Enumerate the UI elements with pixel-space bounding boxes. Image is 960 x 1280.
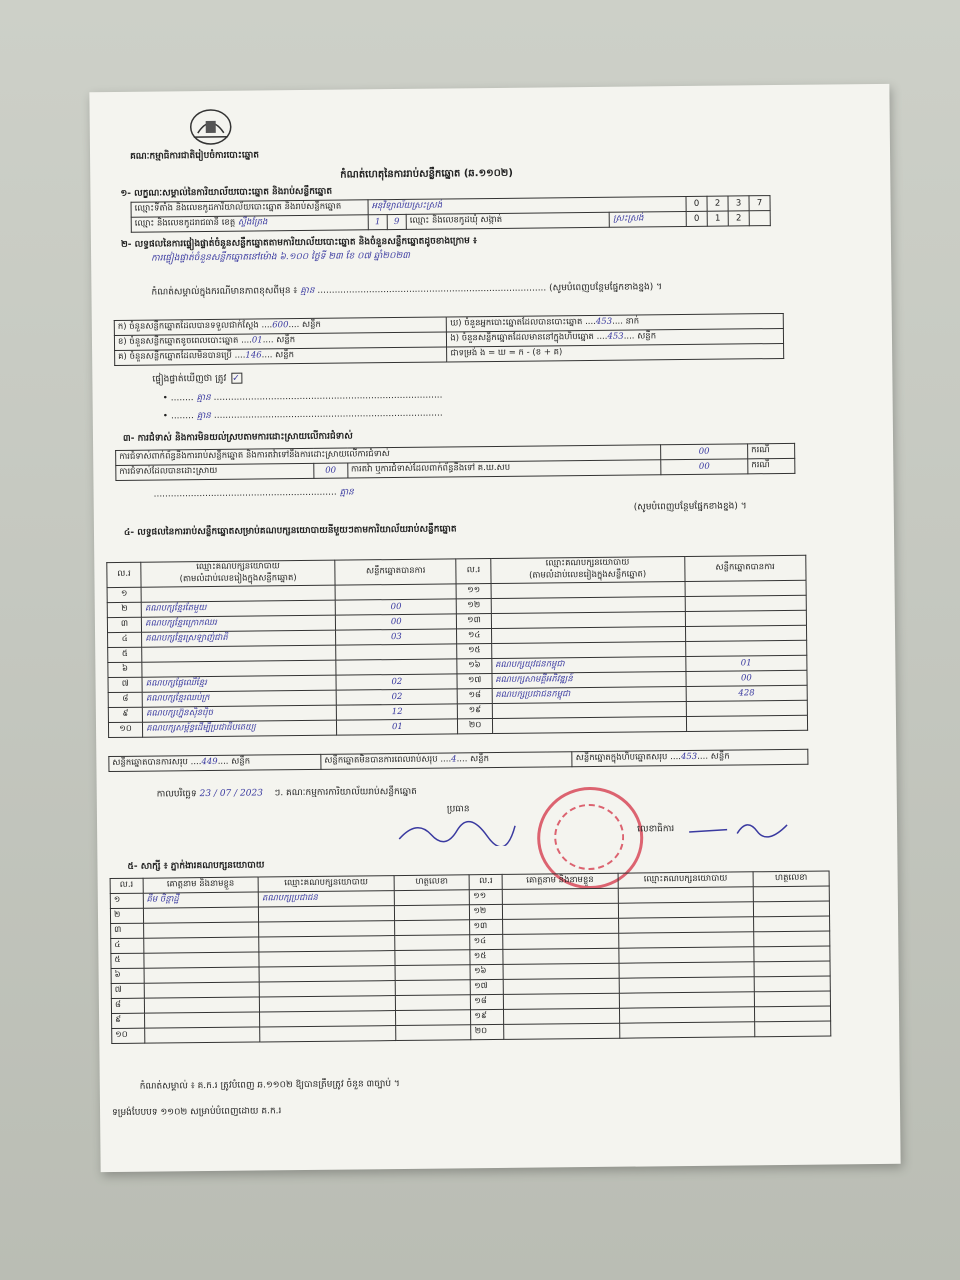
row-e: ង) ចំនួនសន្លឹកឆ្នោតដែលមាននៅក្នុងហិបឆ្នោត ....453.... សន្លឹក xyxy=(447,328,784,347)
vote-count: 00 xyxy=(686,670,808,686)
date-value: 23 / 07 / 2023 xyxy=(199,788,263,800)
col-votes: សន្លឹកឆ្នោតបានការ xyxy=(684,555,806,581)
party-name: គណបក្សខ្មែរក្រោកឈរ xyxy=(142,615,336,632)
province-code-digit: 9 xyxy=(387,214,406,229)
party-name xyxy=(492,717,686,734)
party-name: គណបក្សខ្មែរឈប់ក្រ xyxy=(142,690,336,707)
witness-no: ៤ xyxy=(111,938,144,953)
vote-count xyxy=(335,584,456,600)
witness-name xyxy=(503,978,619,994)
commune-code-digit: 0 xyxy=(686,211,707,226)
witness-signature xyxy=(394,905,470,921)
witness-signature xyxy=(395,950,471,966)
witness-signature xyxy=(754,976,830,992)
row-d-label: ឃ) ចំនួនអ្នកបោះឆ្នោតដែលបានបោះឆ្នោត xyxy=(450,317,583,329)
witness-party xyxy=(260,1026,396,1042)
total-box-unit: សន្លឹក xyxy=(710,751,730,762)
witness-name xyxy=(144,1012,260,1028)
witness-signature xyxy=(395,995,471,1011)
witness-party xyxy=(259,921,395,937)
vote-count xyxy=(685,595,807,611)
vote-count xyxy=(686,700,808,716)
ballot-count-form xyxy=(89,84,900,1172)
ballot-reconciliation-table xyxy=(114,313,784,366)
row-c: គ) ចំនួនសន្លឹកឆ្នោតដែលមិនបានប្រើ ....146.... សន្លឹក xyxy=(115,347,447,365)
location-code-digit: 7 xyxy=(749,196,770,211)
party-name: គណបក្សខ្មែរតែមួយ xyxy=(141,600,335,617)
nec-logo-icon xyxy=(188,107,234,147)
committee-name: គណៈកម្មាធិការជាតិរៀបចំការបោះឆ្នោត xyxy=(129,150,260,162)
witness-col-name: គោត្តនាម និងនាមខ្លួន xyxy=(502,873,618,889)
row-a-unit: សន្លឹក xyxy=(301,319,321,331)
witness-name xyxy=(502,903,618,919)
vote-count: 01 xyxy=(685,655,807,671)
note1-label: កំណត់សម្គាល់ក្នុងករណីមានភាពខុសពីមុន ៖ xyxy=(151,286,298,298)
row-no: ៥ xyxy=(108,647,142,662)
location-code-digit: 0 xyxy=(686,196,707,211)
province-code-digit: 1 xyxy=(368,215,387,230)
row-no: ១៧ xyxy=(457,674,491,689)
witness-col-no: ល.រ xyxy=(470,874,503,889)
witness-col-name: គោត្តនាម និងនាមខ្លួន xyxy=(143,877,259,893)
col-party-sub: (តាមលំដាប់លេខរៀងក្នុងសន្លឹកឆ្នោត) xyxy=(529,569,647,581)
date-label: កាលបរិច្ឆេទ xyxy=(156,789,197,800)
note1: កំណត់សម្គាល់ក្នុងករណីមានភាពខុសពីមុន ៖ គ្មាន ................................................................................ (សូមបំពេញបន្ថែមផ្នែកខាងខ្នង) ។ xyxy=(151,282,663,298)
note2-value: គ្មាន xyxy=(196,392,211,404)
date-line xyxy=(157,787,417,801)
vote-count: 00 xyxy=(335,614,456,630)
location-code-digit: 2 xyxy=(707,196,728,211)
chair-signature xyxy=(397,816,517,847)
party-name: គណបក្សសម្ព័ន្ធដើម្បីប្រជាធិបតេយ្យ xyxy=(143,720,337,737)
row-no: ១៤ xyxy=(457,629,491,644)
location-code-digit: 3 xyxy=(728,196,749,211)
section1-title: ១- លក្ខណៈសម្គាល់នៃការិយាល័យបោះឆ្នោត និងរាប់សន្លឹកឆ្នោត xyxy=(120,186,333,199)
vote-count xyxy=(686,715,808,731)
witness-no: ៧ xyxy=(111,983,144,998)
witness-name xyxy=(144,1027,260,1043)
note2: • ........ គ្មាន ................................................................................ xyxy=(162,390,443,404)
vote-count xyxy=(336,644,457,660)
row-a-value: 600 xyxy=(272,320,289,331)
section3-note: ................................................................ គ្មាន xyxy=(153,487,354,500)
witness-name xyxy=(143,922,259,938)
row-no: ៤ xyxy=(108,632,142,647)
row-c-unit: សន្លឹក xyxy=(275,350,295,361)
section3-hint: (សូមបំពេញបន្ថែមផ្នែកខាងខ្នង) ។ xyxy=(633,501,747,513)
witness-signature xyxy=(754,961,830,977)
witness-no: ៣ xyxy=(111,923,144,938)
section4-title: ៤- លទ្ធផលនៃការរាប់សន្លឹកឆ្នោតសម្រាប់គណបក្សនយោបាយនីមួយៗតាមការិយាល័យរាប់សន្លឹកឆ្នោត xyxy=(123,524,457,538)
complaints-table xyxy=(115,443,795,481)
witness-no: ១០ xyxy=(112,1028,145,1043)
province-label xyxy=(131,215,368,232)
party-name: គណបក្សយុវជនកម្ពុជា xyxy=(492,657,686,674)
row-a: ក) ចំនួនសន្លឹកឆ្នោតដែលបានទទួលជាក់ស្តែង ....600.... សន្លឹក xyxy=(114,317,446,335)
witness-party xyxy=(259,906,395,922)
party-name: គណបក្សផ្លែឈើខ្មែរ xyxy=(142,675,336,692)
row-no: ១ xyxy=(107,587,141,602)
witness-signature xyxy=(395,980,471,996)
location-value: អនុវិទ្យាល័យស្រះស្រង់ xyxy=(368,196,686,214)
witness-party xyxy=(260,996,396,1012)
totals-table xyxy=(108,749,808,772)
row-no: ១៩ xyxy=(458,704,492,719)
row-no: ៨ xyxy=(108,692,142,707)
row-no: ២ xyxy=(107,602,141,617)
witness-name xyxy=(144,982,260,998)
witness-name xyxy=(143,952,259,968)
note3-value: គ្មាន xyxy=(196,410,212,422)
witness-no: ១១ xyxy=(470,889,503,904)
note1-value: គ្មាន xyxy=(300,285,315,297)
witness-signature xyxy=(754,946,830,962)
row-no: ៦ xyxy=(108,662,142,677)
row-no: ៧ xyxy=(108,677,142,692)
section5-title: ៥- សាក្សី ៖ ភ្នាក់ងារគណបក្សនយោបាយ xyxy=(127,860,265,872)
witness-signature xyxy=(395,1010,471,1026)
witness-no: ១៧ xyxy=(471,979,504,994)
committee-label: ៗ. គណៈកម្មការការិយាល័យរាប់សន្លឹកឆ្នោត xyxy=(274,786,417,799)
witness-no: ១៤ xyxy=(470,934,503,949)
vote-count xyxy=(685,610,807,626)
vote-count: 02 xyxy=(336,689,457,705)
witness-col-sign: ហត្ថលេខា xyxy=(394,875,470,891)
resolved-value: 00 xyxy=(314,463,348,478)
total-invalid-label: សន្លឹកឆ្នោតមិនបានការពេលរាប់សរុប xyxy=(324,754,438,766)
row-d-value: 453 xyxy=(595,316,613,327)
vote-count: 428 xyxy=(686,685,808,701)
col-party-title: ឈ្មោះគណបក្សនយោបាយ xyxy=(196,561,280,573)
witness-signature xyxy=(394,935,470,951)
complaints-label: ការជំទាស់ពាក់ព័ន្ធនឹងការរាប់សន្លឹកឆ្នោត និងការតវ៉ាទៅនឹងការដោះស្រាយលើការជំទាស់ xyxy=(116,445,661,466)
location-table xyxy=(131,195,771,233)
location-label: ឈ្មោះទីតាំង និងលេខកូដការិយាល័យបោះឆ្នោត និងរាប់សន្លឹកឆ្នោត xyxy=(131,200,368,217)
row-b: ខ) ចំនួនសន្លឹកឆ្នោតខូចពេលបោះឆ្នោត ....01.... សន្លឹក xyxy=(114,332,446,350)
row-no: ២០ xyxy=(458,719,492,734)
witness-table xyxy=(110,871,832,1045)
witness-signature xyxy=(754,916,830,932)
footnote: កំណត់សម្គាល់ ៖ គ.ក.រ ត្រូវបំពេញ ឆ.១១០២ ឱ្យបានត្រឹមត្រូវ ចំនួន ៣ច្បាប់ ។ xyxy=(139,1079,400,1092)
row-e-label: ង) ចំនួនសន្លឹកឆ្នោតដែលមាននៅក្នុងហិបឆ្នោត xyxy=(450,331,594,344)
row-e-unit: សន្លឹក xyxy=(637,331,657,342)
complaints-value: 00 xyxy=(661,444,748,460)
vote-count xyxy=(685,580,807,596)
verification-result xyxy=(152,373,244,386)
form-note: ទម្រង់បែបបទ ១១០២ សម្រាប់បំពេញដោយ គ.ក.រ xyxy=(112,1106,282,1119)
col-party-sub: (តាមលំដាប់លេខរៀងក្នុងសន្លឹកឆ្នោត) xyxy=(179,573,297,585)
row-no: ១៨ xyxy=(458,689,492,704)
total-valid-value: 449 xyxy=(201,756,218,768)
document-title: កំណត់ហេតុនៃការរាប់សន្លឹកឆ្នោត (ឆ.១១០២) xyxy=(340,167,513,181)
party-name: គណបក្សសាមគ្គីអភិវឌ្ឍន៍ xyxy=(492,672,686,689)
total-box-label: សន្លឹកឆ្នោតក្នុងហិបឆ្នោតសរុប xyxy=(575,752,668,764)
col-party xyxy=(141,560,335,587)
secretary-signature xyxy=(687,813,797,842)
witness-name xyxy=(504,1008,620,1024)
escalated-unit: ករណី xyxy=(748,458,795,473)
vote-count: 03 xyxy=(336,629,457,645)
resolved-label: ការជំទាស់ដែលបានដោះស្រាយ xyxy=(116,463,314,480)
row-no: ១១ xyxy=(457,584,491,599)
witness-name xyxy=(503,963,619,979)
witness-no: ៨ xyxy=(111,998,144,1013)
note1-hint: (សូមបំពេញបន្ថែមផ្នែកខាងខ្នង) ។ xyxy=(549,282,663,294)
total-valid-label: សន្លឹកឆ្នោតបានការសរុប xyxy=(112,757,188,769)
commune-label: ឈ្មោះ និងលេខកូដឃុំ សង្កាត់ xyxy=(406,212,610,229)
witness-name xyxy=(503,918,619,934)
witness-no: ១ xyxy=(110,893,143,908)
note3: • ........ គ្មាន ................................................................................ xyxy=(162,408,443,422)
witness-no: ១៥ xyxy=(470,949,503,964)
witness-no: ១៩ xyxy=(471,1009,504,1024)
vote-count: 01 xyxy=(337,719,458,735)
witness-signature xyxy=(394,920,470,936)
witness-party xyxy=(618,887,754,903)
witness-signature xyxy=(395,1025,471,1041)
witness-no: ៦ xyxy=(111,968,144,983)
total-invalid-unit: សន្លឹក xyxy=(470,754,490,765)
witness-signature xyxy=(755,1021,831,1037)
witness-party xyxy=(619,962,755,978)
row-a-label: ក) ចំនួនសន្លឹកឆ្នោតដែលបានទទួលជាក់ស្តែង xyxy=(117,320,259,332)
witness-party: គណបក្សប្រជាជន xyxy=(258,891,394,907)
witness-signature xyxy=(754,931,830,947)
witness-party xyxy=(619,992,755,1008)
witness-party xyxy=(260,1011,396,1027)
witness-no: ១២ xyxy=(470,904,503,919)
witness-name xyxy=(503,993,619,1009)
col-votes: សន្លឹកឆ្នោតបានការ xyxy=(335,559,457,585)
witness-party xyxy=(259,966,395,982)
total-box: សន្លឹកឆ្នោតក្នុងហិបឆ្នោតសរុប ....453.... សន្លឹក xyxy=(572,749,808,766)
vote-count xyxy=(685,640,807,656)
witness-signature xyxy=(753,886,829,902)
witness-no: ១៣ xyxy=(470,919,503,934)
secretary-label: លេខាធិការ xyxy=(637,824,675,835)
row-e-value: 453 xyxy=(607,331,624,342)
witness-name xyxy=(143,907,259,923)
commune-code-digit: 2 xyxy=(728,211,749,226)
witness-name xyxy=(143,937,259,953)
escalated-label: ការតវ៉ា ឬការជំទាស់ដែលពាក់ព័ន្ធនឹងទៅ គ.ឃ.សប xyxy=(347,460,661,478)
witness-party xyxy=(259,951,395,967)
witness-signature xyxy=(394,890,470,906)
row-b-unit: សន្លឹក xyxy=(276,335,296,346)
vote-count: 00 xyxy=(335,599,456,615)
witness-no: ២ xyxy=(110,908,143,923)
row-no: ១០ xyxy=(108,722,142,737)
witness-party xyxy=(259,936,395,952)
witness-no: ៥ xyxy=(111,953,144,968)
party-name: គណបក្សប្រជាជនកម្ពុជា xyxy=(492,687,686,704)
row-no: ១២ xyxy=(457,599,491,614)
witness-party xyxy=(618,902,754,918)
row-b-label: ខ) ចំនួនសន្លឹកឆ្នោតខូចពេលបោះឆ្នោត xyxy=(117,335,239,347)
vote-count: 12 xyxy=(336,704,457,720)
commune-value: ស្រះស្រង់ xyxy=(610,211,687,227)
witness-party xyxy=(619,947,755,963)
witness-col-party: ឈ្មោះគណបក្សនយោបាយ xyxy=(618,872,754,888)
section3-title: ៣- ការជំទាស់ និងការមិនយល់ស្របតាមការដោះស្រាយលើការជំទាស់ xyxy=(122,431,353,444)
vote-count xyxy=(685,625,807,641)
escalated-value: 00 xyxy=(661,459,748,475)
witness-no: ១៦ xyxy=(470,964,503,979)
col-party xyxy=(490,557,684,584)
section2-title: ២- លទ្ធផលនៃការផ្ទៀងផ្ទាត់ចំនួនសន្លឹកឆ្នោតតាមការិយាល័យបោះឆ្នោត និងចំនួនសន្លឹកឆ្នោតដូចខាងក្រោម ៖ xyxy=(120,236,478,250)
witness-name xyxy=(144,997,260,1013)
witness-name xyxy=(503,933,619,949)
row-b-value: 01 xyxy=(251,335,263,346)
witness-party xyxy=(618,932,754,948)
witness-name xyxy=(144,967,260,983)
total-invalid-value: 4 xyxy=(451,754,457,765)
formula: ជាទម្រង់ ង = ឃ = ក - (ខ + គ) xyxy=(447,343,784,362)
vote-count: 02 xyxy=(336,674,457,690)
total-box-value: 453 xyxy=(680,751,698,763)
total-invalid: សន្លឹកឆ្នោតមិនបានការពេលរាប់សរុប ....4.... សន្លឹក xyxy=(321,752,573,770)
row-c-value: 146 xyxy=(245,350,262,361)
witness-name xyxy=(502,888,618,904)
party-name: គណបក្សខ្មែរស្រឡាញ់ជាតិ xyxy=(142,630,336,647)
witness-name xyxy=(503,948,619,964)
province-label-text: ឈ្មោះ និងលេខកូដរាជធានី ខេត្ត xyxy=(134,217,236,229)
witness-no: ១៨ xyxy=(471,994,504,1009)
section3-note-value: គ្មាន xyxy=(339,487,354,498)
province-value: ស្ទឹងត្រែង xyxy=(237,217,268,228)
verification-time: ការផ្ទៀងផ្ទាត់ចំនួនសន្លឹកឆ្នោតនៅម៉ោង ៦.១០០ ថ្ងៃទី ២៣ ខែ ០៧ ឆ្នាំ២០២៣ xyxy=(151,250,410,264)
witness-signature xyxy=(755,1006,831,1022)
verification-result-text: ផ្ទៀងផ្ទាត់ឃើញថា ត្រូវ xyxy=(152,373,227,385)
row-no: ៣ xyxy=(107,617,141,632)
witness-party xyxy=(619,1007,755,1023)
commune-code-digit: 1 xyxy=(707,211,728,226)
witness-party xyxy=(618,917,754,933)
row-no: ១៦ xyxy=(457,659,491,674)
witness-no: ២០ xyxy=(471,1024,504,1039)
col-no: ល.រ xyxy=(107,562,141,587)
total-valid-unit: សន្លឹក xyxy=(231,756,251,767)
col-party-title: ឈ្មោះគណបក្សនយោបាយ xyxy=(545,557,630,569)
row-no: ១៣ xyxy=(457,614,491,629)
row-no: ៩ xyxy=(108,707,142,722)
row-d: ឃ) ចំនួនអ្នកបោះឆ្នោតដែលបានបោះឆ្នោត ....453.... នាក់ xyxy=(447,313,784,332)
complaints-unit: ករណី xyxy=(748,443,795,458)
party-name: គណបក្សហ្វ៊ុនស៊ិនប៉ិច xyxy=(143,705,337,722)
chair-label: ប្រធាន xyxy=(446,804,470,815)
witness-party xyxy=(259,981,395,997)
party-results-table xyxy=(106,555,808,738)
witness-signature xyxy=(754,901,830,917)
total-valid: សន្លឹកឆ្នោតបានការសរុប ....449.... សន្លឹក xyxy=(109,754,321,771)
vote-count xyxy=(336,659,457,675)
witness-party xyxy=(619,977,755,993)
witness-name: គឹម ចិន្តាដ្ឋី xyxy=(143,892,259,908)
witness-col-no: ល.រ xyxy=(110,878,143,893)
correct-checkbox[interactable]: ✓ xyxy=(231,373,242,384)
row-d-unit: នាក់ xyxy=(625,316,640,327)
witness-col-sign: ហត្ថលេខា xyxy=(753,871,829,887)
row-c-label: គ) ចំនួនសន្លឹកឆ្នោតដែលមិនបានប្រើ xyxy=(118,350,232,362)
witness-signature xyxy=(395,965,471,981)
witness-col-party: ឈ្មោះគណបក្សនយោបាយ xyxy=(258,876,394,892)
col-no: ល.រ xyxy=(456,559,490,584)
row-no: ១៥ xyxy=(457,644,491,659)
witness-name xyxy=(504,1023,620,1039)
witness-party xyxy=(619,1022,755,1038)
witness-signature xyxy=(754,991,830,1007)
witness-no: ៩ xyxy=(112,1013,145,1028)
